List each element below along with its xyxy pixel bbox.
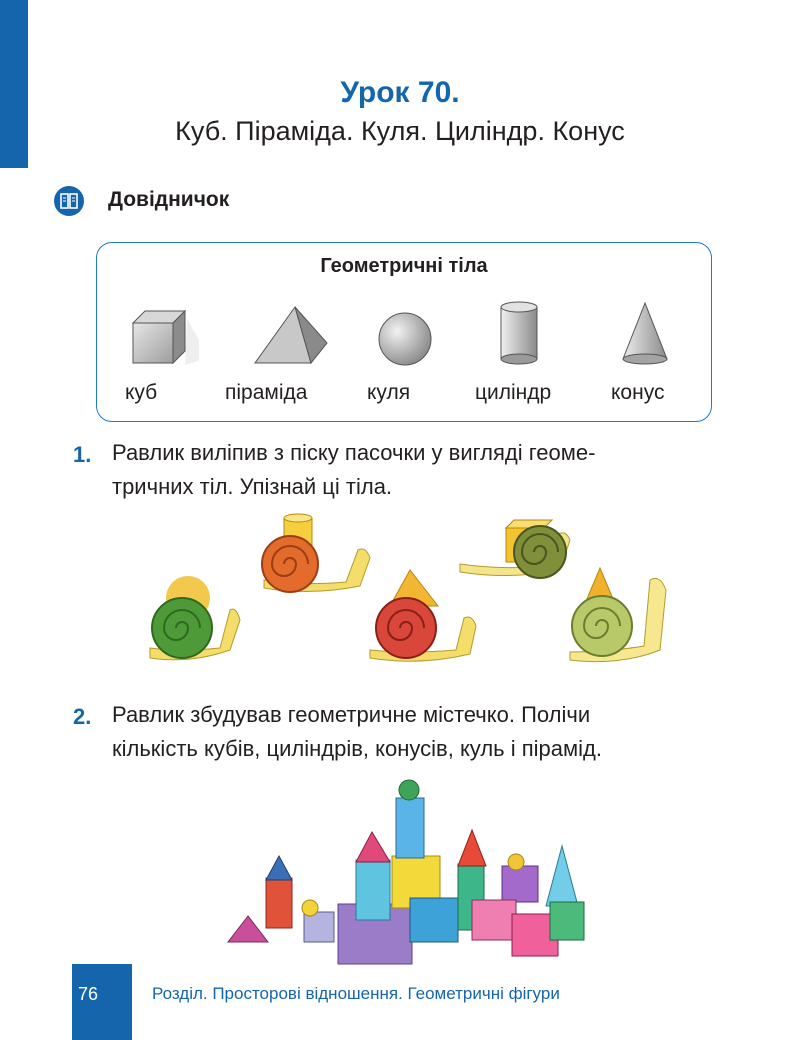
shape-label-cone: конус <box>611 381 665 404</box>
shape-label-pyramid: піраміда <box>225 381 308 404</box>
shape-label-cube: куб <box>125 381 158 404</box>
reference-label: Довідничок <box>108 188 230 211</box>
lesson-title: Урок 70. <box>340 76 460 109</box>
reference-box-title: Геометричні тіла <box>320 255 488 277</box>
lesson-subtitle: Куб. Піраміда. Куля. Циліндр. Конус <box>175 116 625 146</box>
geometric-town-illustration <box>220 776 600 977</box>
cube-icon <box>129 299 199 374</box>
shape-label-sphere: куля <box>367 381 411 404</box>
task-1-text <box>112 436 712 504</box>
shape-label-cylinder: циліндр <box>475 381 552 404</box>
sphere-icon <box>375 299 445 374</box>
section-title: Розділ. Просторові відношення. Геометричні фігури <box>152 984 560 1003</box>
pyramid-icon <box>253 299 333 374</box>
book-icon <box>54 186 84 216</box>
task-2-line-1: Равлик збудував геометричне містечко. Полічи <box>112 702 591 727</box>
cylinder-icon <box>497 299 567 374</box>
task-1-number: 1. <box>73 442 92 467</box>
page-number: 76 <box>78 984 99 1004</box>
task-2-line-2: кількість кубів, циліндрів, конусів, куль і пірамід. <box>112 736 602 761</box>
task-1-line-2: тричних тіл. Упізнай ці тіла. <box>112 474 393 499</box>
task-1-line-1: Равлик виліпив з піску пасочки у вигляді геоме- <box>112 440 596 465</box>
reference-box <box>96 242 712 422</box>
cone-icon <box>617 299 687 374</box>
task-2-number: 2. <box>73 704 92 729</box>
snails-illustration <box>140 510 680 675</box>
task-2-text <box>112 698 712 766</box>
